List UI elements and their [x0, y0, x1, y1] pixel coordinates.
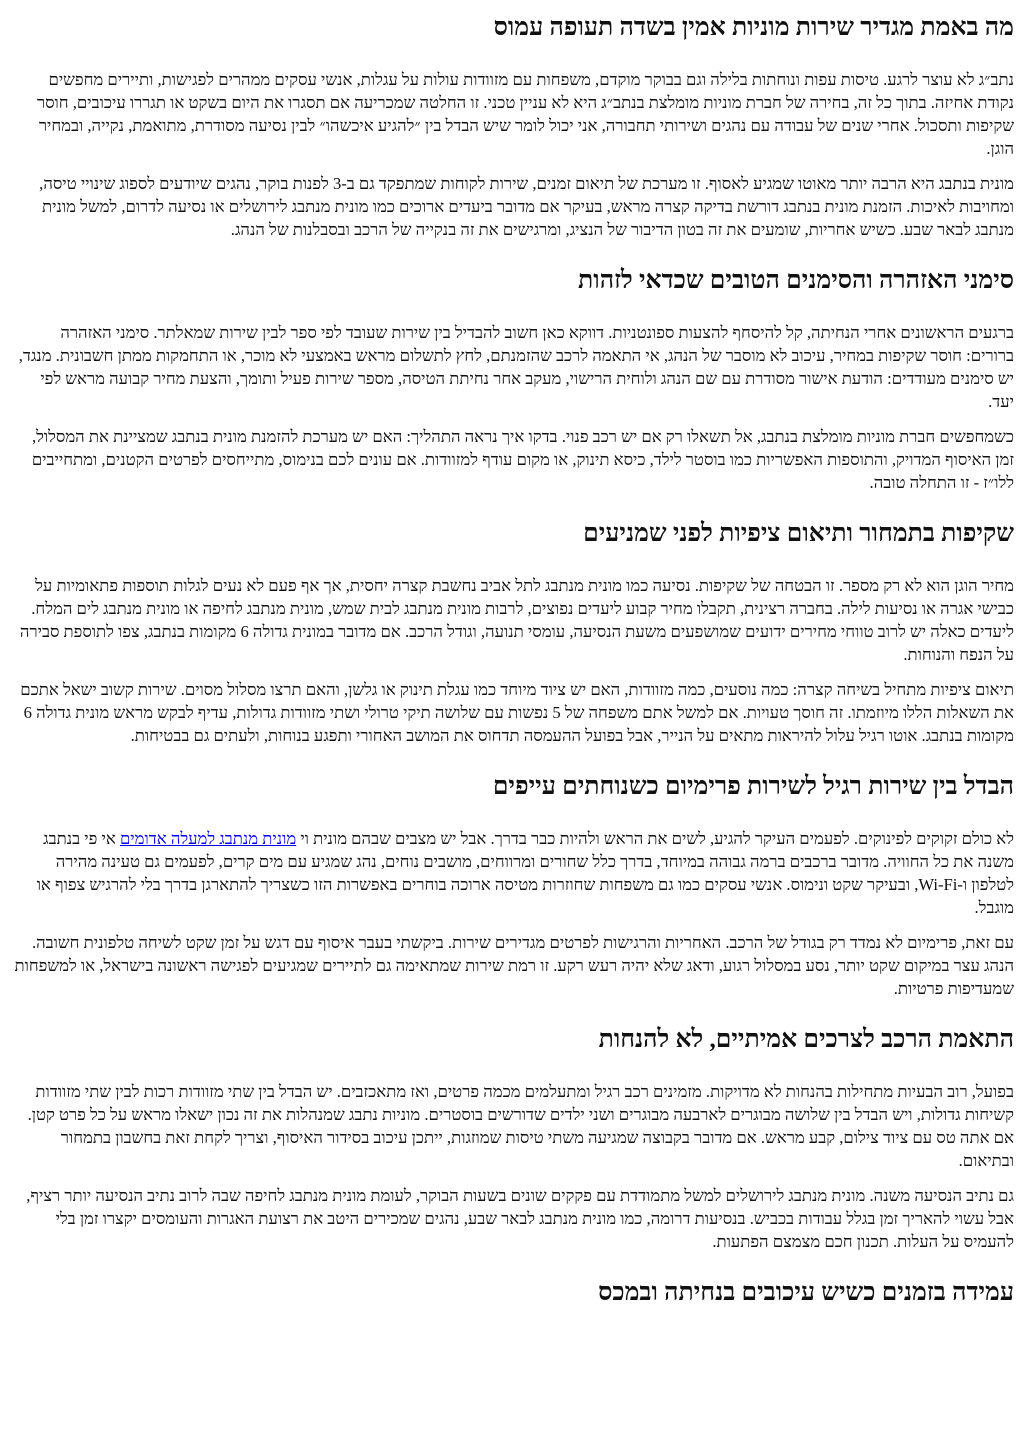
- maale-adumim-taxi-link[interactable]: מונית מנתבג למעלה אדומים: [119, 829, 297, 848]
- section-heading: מה באמת מגדיר שירות מוניות אמין בשדה תעופה עמוס: [493, 14, 1014, 41]
- article: [12, 12, 1014, 1309]
- section-heading: עמידה בזמנים כשיש עיכובים בנחיתה ובמכס: [598, 1279, 1014, 1306]
- paragraph: כשמחפשים חברת מוניות מומלצת בנתבג, אל תשאלו רק אם יש רכב פנוי. בדקו איך נראה התהליך: האם יש מערכת להזמנת מונית בנתבג שמציינת את המסלול, זמן האיסוף המדויק, והתוספות האפשריות כמו בוסטר לילד, כיסא תינוק, או מקום עודף למזוודות. אם עונים לכם בנימוס, מתייחסים לפרטים הקטנים, ומתחייבים ללו״ז - זו התחלה טובה.: [31, 427, 1014, 492]
- paragraph: נתב״ג לא עוצר לרגע. טיסות עפות ונוחתות בלילה וגם בבוקר מוקדם, משפחות עם מזוודות עולות על עגלות, אנשי עסקים ממהרים לפגישות, ותיירים מחפשים נקודת אחיזה. בתוך כל זה, בחירה של חברת מוניות מומלצת בנתב״ג היא לא עניין טכני. זו החלטה שמכריעה אם תסגרו את היום בשקט או תגררו עיכובים, חוסר שקיפות ותסכול. אחרי שנים של עבודה עם נהגים ושירותי תחבורה, אני יכול לומר שיש הבדל בין ״להגיע איכשהו״ לבין נסיעה מסודרת, מתואמת, נקייה, ובמחיר הוגן.: [36, 70, 1014, 158]
- section-punctuality: [12, 1277, 1014, 1309]
- section-premium-vs-regular: [12, 771, 1014, 1000]
- paragraph: תיאום ציפיות מתחיל בשיחה קצרה: כמה נוסעים, כמה מזוודות, האם יש ציוד מיוחד כמו עגלת תינוק או גלשן, והאם תרצו מסלול מסוים. שירות קשוב ישאל אתכם את השאלות הללו מיוזמתו. זה חוסך טעויות. אם למשל אתם משפחה של 5 נפשות עם שלושה תיקי טרולי ושתי מזוודות גדולות, עדיף לבקש מראש מונית גדולה 6 מקומות בנתבג. אוטו רגיל עלול להיראות מתאים על הנייר, אבל בפועל ההעמסה תדחוס את המושב האחורי ותפגע בנוחות, ולעתים גם בבטיחות.: [20, 680, 1014, 745]
- paragraph: ברגעים הראשונים אחרי הנחיתה, קל להיסחף להצעות ספונטניות. דווקא כאן חשוב להבדיל בין שירות שעובד לפי ספר לבין שירות שמאלתר. סימני האזהרה ברורים: חוסר שקיפות במחיר, עיכוב לא מוסבר של הנהג, אי התאמה לרכב שהזמנתם, לחץ לתשלום מראש באמצעי לא מוכר, או התחמקות ממתן חשבונית. מנגד, יש סימנים מעודדים: הודעת אישור מסודרת עם שם הנהג ולוחית הרישוי, מעקב אחר נחיתת הטיסה, מספר שירות פעיל ותומך, והצעת מחיר קבועה מראש לפי יעד.: [18, 323, 1014, 411]
- paragraph: עם זאת, פרימיום לא נמדד רק בגודל של הרכב. האחריות והרגישות לפרטים מגדירים שירות. ביקשתי בעבר איסוף עם דגש על זמן שקט לשיחה טלפונית חשובה. הנהג עצר במיקום שקט יותר, נסע במסלול רגוע, ודאג שלא יהיה רעש רקע. זו רמת שירות שמתאימה גם לתיירים שמגיעים לפגישה ראשונה בישראל, או למשפחות שמעדיפות פרטיות.: [14, 933, 1014, 998]
- section-heading: סימני האזהרה והסימנים הטובים שכדאי לזהות: [578, 267, 1014, 294]
- section-heading: התאמת הרכב לצרכים אמיתיים, לא להנחות: [598, 1026, 1014, 1053]
- section-warning-signs: [12, 265, 1014, 494]
- section-vehicle-fit: [12, 1024, 1014, 1253]
- paragraph: מונית בנתבג היא הרבה יותר מאוטו שמגיע לאסוף. זו מערכת של תיאום זמנים, שירות לקוחות שמתפקד גם ב-3 לפנות בוקר, נהגים שיודעים לספוג שינויי טיסה, ומחויבות לאיכות. הזמנת מונית בנתבג דורשת בדיקה קצרה מראש, בעיקר אם מדובר ביעדים ארוכים כמו מונית מנתבג לירושלים או נסיעה לדרום, למשל מונית מנתבג לבאר שבע. כשיש אחריות, שומעים את זה בטון הדיבור של הנציג, ומרגישים את זה בנקייה של הרכב ובסבלנות של הנהג.: [39, 174, 1014, 239]
- paragraph-text: אי פי בנתבג משנה את כל החוויה. מדובר ברכבים ברמה גבוהה במיוחד, בדרך כלל שחורים ומרווחים, מושבים נוחים, נהג שמגיע עם מים קרים, לפעמים גם טעינה מהירה לטלפון ו-Wi-Fi, ובעיקר שקט ונימוס. אנשי עסקים כמו גם משפחות שחוזרות מטיסה ארוכה בוחרים באפשרות הזו כשצריך להתארגן בדרך בלי להרגיש צפוף או מוגבל.: [36, 829, 1014, 917]
- section-reliable-service: [12, 12, 1014, 241]
- paragraph: מחיר הוגן הוא לא רק מספר. זו הבטחה של שקיפות. נסיעה כמו מונית מנתבג לתל אביב נחשבת קצרה יחסית, אך אף פעם לא נעים לגלות תוספות פתאומיות על כבישי אגרה או נסיעות לילה. בחברה רצינית, תקבלו מחיר קבוע ליעדים נפוצים, לרבות מונית מנתבג לבית שמש, מונית מנתבג לחיפה או מונית מנתבג לים המלח. ליעדים כאלה יש לרוב טווחי מחירים ידועים שמושפעים משעת הנסיעה, עומסי תנועה, וגודל הרכב. אם מדובר במונית גדולה 6 מקומות בנתבג, צפו לתוספת סבירה על הנפח והנוחות.: [19, 576, 1014, 664]
- paragraph: בפועל, רוב הבעיות מתחילות בהנחות לא מדויקות. מזמינים רכב רגיל ומתעלמים מכמה פרטים, ואז מתאכזבים. יש הבדל בין שתי מזוודות רכות לבין שתי מזוודות קשיחות גדולות, ויש הבדל בין שלושה מבוגרים לארבעה מבוגרים ושני ילדים שדורשים בוסטרים. מוניות נתבג שמנהלות את זה נכון ישאלו מראש על כל פרט קטן. אם אתה טס עם ציוד צילום, קבע מראש. אם מדובר בקבוצה שמגיעה משתי טיסות שמוזגות, ייתכן עיכוב בסידור האיסוף, וצריך לקחת זאת בחשבון בתמחור ובתיאום.: [27, 1082, 1014, 1170]
- section-heading: הבדל בין שירות רגיל לשירות פרימיום כשנוחתים עייפים: [492, 773, 1014, 800]
- paragraph-with-link: [12, 827, 1014, 919]
- paragraph: גם נתיב הנסיעה משנה. מונית מנתבג לירושלים למשל מתמודדת עם פקקים שונים בשעות הבוקר, לעומת מונית מנתבג לחיפה שבה לרוב נתיב הנסיעה יותר רציף, אבל עשוי להאריך זמן בגלל עבודות בכביש. בנסיעות דרומה, כמו מונית מנתבג לבאר שבע, נהגים שמכירים היטב את רצועת האגרות והעומסים יקצרו זמן בלי להעמיס על העלות. תכנון חכם מצמצם הפתעות.: [26, 1186, 1014, 1251]
- paragraph-text: לא כולם זקוקים לפינוקים. לפעמים העיקר להגיע, לשים את הראש ולהיות כבר בדרך. אבל יש מצבים שבהם מונית וי: [296, 829, 1014, 848]
- section-pricing-transparency: [12, 518, 1014, 747]
- section-heading: שקיפות בתמחור ותיאום ציפיות לפני שמניעים: [583, 520, 1014, 547]
